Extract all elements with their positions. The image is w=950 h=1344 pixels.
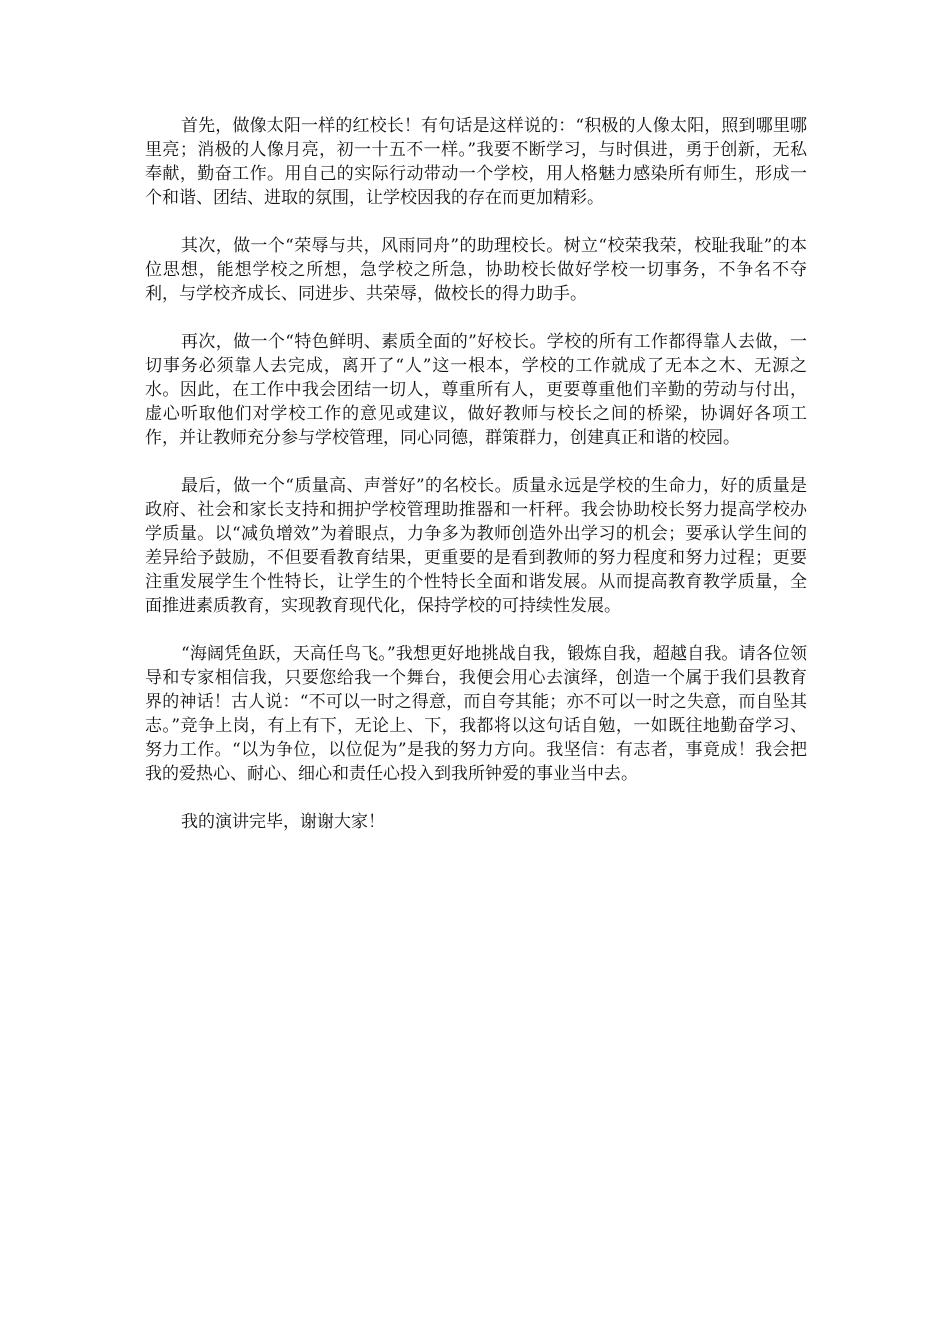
paragraph-1: 首先，做像太阳一样的红校长！有句话是这样说的：“积极的人像太阳，照到哪里哪里亮；消极的人像月亮，初一十五不一样。”我要不断学习，与时俱进，勇于创新，无私奉献，勤奋工作。用自己的实际行动带动一个学校，用人格魅力感染所有师生，形成一个和谐、团结、进取的氛围，让学校因我的存在而更加精彩。 <box>145 116 807 208</box>
paragraph-4: 最后，做一个“质量高、声誉好”的名校长。质量永远是学校的生命力，好的质量是政府、社会和家长支持和拥护学校管理助推器和一杆秤。我会协助校长努力提高学校办学质量。以“减负增效”为着眼点，力争多为教师创造外出学习的机会；要承认学生间的差异给予鼓励，不但要看教育结果，更重要的是看到教师的努力程度和努力过程；更要注重发展学生个性特长，让学生的个性特长全面和谐发展。从而提高教育教学质量，全面推进素质教育，实现教育现代化，保持学校的可持续性发展。 <box>145 476 807 616</box>
paragraph-2: 其次，做一个“荣辱与共，风雨同舟”的助理校长。树立“校荣我荣，校耻我耻”的本位思想，能想学校之所想，急学校之所急，协助校长做好学校一切事务，不争名不夺利，与学校齐成长、同进步、共荣辱，做校长的得力助手。 <box>145 236 807 304</box>
paragraph-3: 再次，做一个“特色鲜明、素质全面的”好校长。学校的所有工作都得靠人去做，一切事务必须靠人去完成，离开了“人”这一根本，学校的工作就成了无本之木、无源之水。因此，在工作中我会团结一切人，尊重所有人，更要尊重他们辛勤的劳动与付出，虚心听取他们对学校工作的意见或建议，做好教师与校长之间的桥梁，协调好各项工作，并让教师充分参与学校管理，同心同德，群策群力，创建真正和谐的校园。 <box>145 332 807 448</box>
document-page <box>145 114 807 858</box>
paragraph-5: “海阔凭鱼跃，天高任鸟飞。”我想更好地挑战自我，锻炼自我，超越自我。请各位领导和专家相信我，只要您给我一个舞台，我便会用心去演绎，创造一个属于我们县教育界的神话！古人说：“不可以一时之得意，而自夸其能；亦不可以一时之失意，而自坠其志。”竞争上岗，有上有下，无论上、下，我都将以这句话自勉，一如既往地勤奋学习、努力工作。“以为争位，以位促为”是我的努力方向。我坚信：有志者，事竟成！我会把我的爱热心、耐心、细心和责任心投入到我所钟爱的事业当中去。 <box>145 644 807 784</box>
paragraph-closing: 我的演讲完毕，谢谢大家！ <box>181 812 385 832</box>
